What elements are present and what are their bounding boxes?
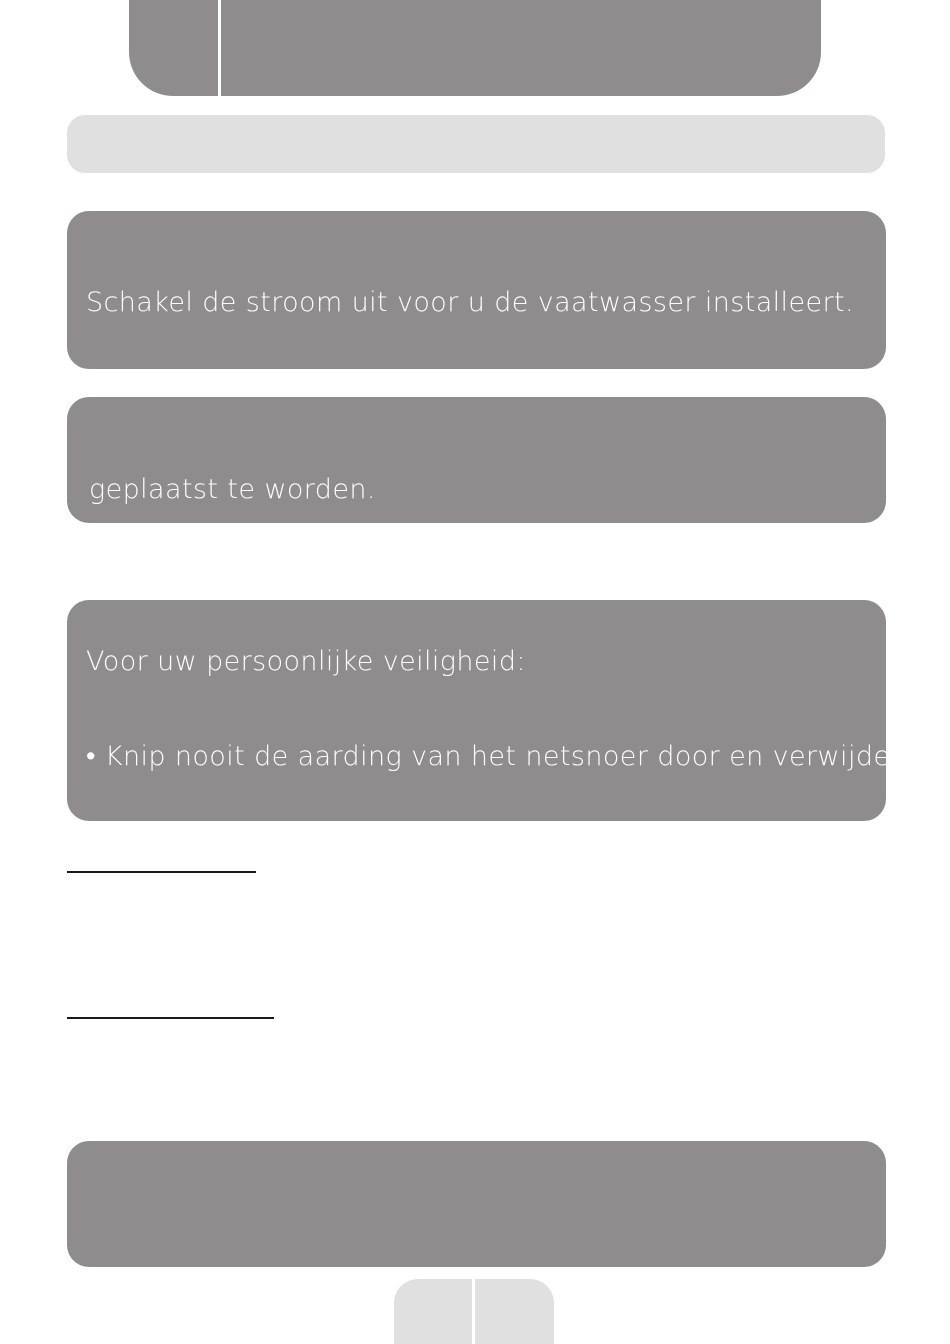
power-warning-box: [67, 211, 886, 369]
page-number-divider: [472, 1279, 475, 1344]
placement-note-text: geplaatst te worden.: [89, 474, 376, 505]
safety-heading: Voor uw persoonlijke veiligheid:: [86, 646, 526, 677]
safety-bullet: • Knip nooit de aarding van het netsnoer door en verwijder: [86, 741, 902, 772]
note-box: [67, 1141, 886, 1267]
section-title-bar: [67, 115, 885, 173]
power-warning-text: Schakel de stroom uit voor u de vaatwasser installeert.: [86, 287, 854, 318]
subheading-underline: [67, 871, 256, 873]
header-tab: [129, 0, 821, 96]
header-divider: [218, 0, 221, 96]
subheading-underline: [67, 1017, 274, 1019]
placement-note-box: [67, 397, 886, 523]
safety-warning-box: [67, 600, 902, 821]
